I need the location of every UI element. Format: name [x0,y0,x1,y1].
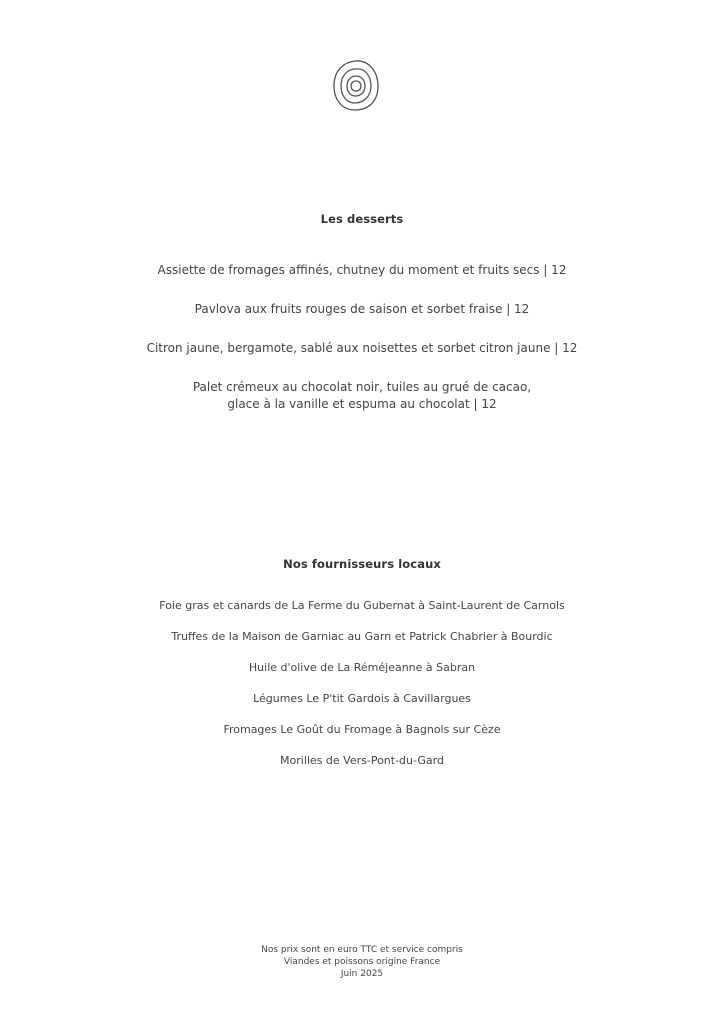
supplier-item: Morilles de Vers-Pont-du-Gard [280,754,444,767]
concentric-circles-icon [331,58,381,120]
footer-notes [0,944,724,980]
supplier-item: Huile d'olive de La Réméjeanne à Sabran [248,661,476,674]
dessert-item-line: Citron jaune, bergamote, sablé aux noisettes et sorbet citron jaune | 12 [146,341,578,355]
desserts-title: Les desserts [320,212,404,226]
dessert-item-line: Pavlova aux fruits rouges de saison et sorbet fraise | 12 [194,302,530,316]
dessert-item [0,340,724,357]
supplier-item: Foie gras et canards de La Ferme du Gubernat à Saint-Laurent de Carnols [159,599,565,612]
dessert-item [0,301,724,318]
supplier-list [0,598,724,784]
footer-price-note: Nos prix sont en euro TTC et service compris [261,945,463,955]
footer-date: Juin 2025 [340,969,384,979]
dessert-item [0,379,724,413]
supplier-item: Truffes de la Maison de Garniac au Garn et Patrick Chabrier à Bourdic [171,630,553,643]
dessert-item-line: glace à la vanille et espuma au chocolat | 12 [227,397,497,411]
dessert-item-line: Palet crémeux au chocolat noir, tuiles au grué de cacao, [192,380,532,394]
supplier-item: Légumes Le P'tit Gardois à Cavillargues [253,692,471,705]
suppliers-title: Nos fournisseurs locaux [283,557,441,571]
footer-origin-note: Viandes et poissons origine France [283,957,441,967]
dessert-item-line: Assiette de fromages affinés, chutney du moment et fruits secs | 12 [157,263,567,277]
dessert-item [0,262,724,279]
dessert-list [0,262,724,435]
supplier-item: Fromages Le Goût du Fromage à Bagnols sur Cèze [223,723,501,736]
